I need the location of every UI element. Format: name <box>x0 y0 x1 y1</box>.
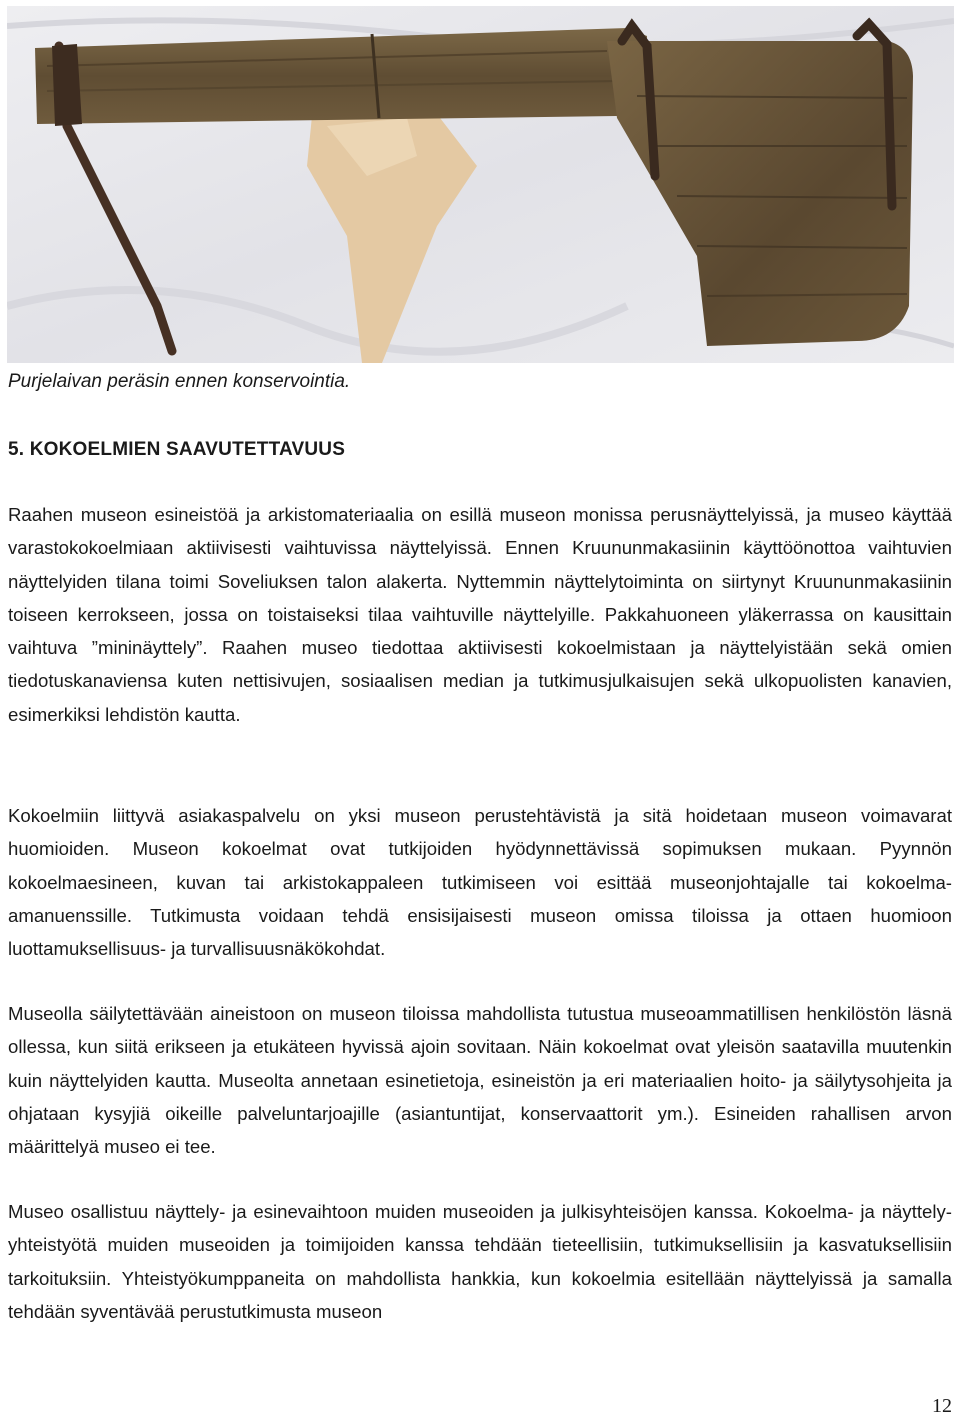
paragraph-cooperation: Museo osallistuu näyttely- ja esinevaihtoon muiden museoiden ja julkisyhteisöjen kanssa. Kokoelma- ja näyttely-yhteistyötä muiden museoiden ja toimijoiden kanssa tehdään tieteellisiin, tutkimuksellisiin ja kasvatuksellisiin tarkoituksiin. Yhteistyökumppaneita on mahdollista hankkia, kun kokoelmia esitellään näyttelyissä ja samalla tehdään syventävää perustutkimusta museon <box>8 1201 952 1322</box>
paragraph-exhibitions: Raahen museon esineistöä ja arkistomateriaalia on esillä museon monissa perusnäyttelyissä, ja museo käyttää varastokokoelmiaan aktiivisesti vaihtuvissa näyttelyissä. Ennen Kruununmakasiinin käyttöönottoa vaihtuvien näyttelyiden tilana toimi Soveliuksen talon alakerta. Nyttemmin näyttelytoiminta on siirtynyt Kruununmakasiinin toiseen kerrokseen, jossa on toistaiseksi tilaa vaihtuville näyttelyille. Pakkahuoneen yläkerrassa on kausittain vaihtuva ”mininäyttely”. Raahen museo tiedottaa aktiivisesti kokoelmistaan ja näyttelyistään sekä omien tiedotuskanaviensa kuten nettisivujen, sosiaalisen median ja tutkimusjulkaisujen sekä ulkopuolisten kanavien, esimerkiksi lehdistön kautta. <box>8 504 952 725</box>
paragraph-public-access: Museolla säilytettävään aineistoon on museon tiloissa mahdollista tutustua museoammatillisen henkilöstön läsnä ollessa, kun siitä erikseen ja etukäteen hyvissä ajoin sovitaan. Näin kokoelmat ovat yleisön saatavilla muutenkin kuin näyttelyiden kautta. Museolta annetaan esinetietoja, esineistön ja eri materiaalien hoito- ja säilytysohjeita ja ohjataan kysyjiä oikeille palveluntarjoajille (asiantuntijat, konservaattorit ym.). Esineiden rahallisen arvon määrittelyä museo ei tee. <box>8 1003 952 1158</box>
figure-caption: Purjelaivan peräsin ennen konservointia. <box>8 371 351 392</box>
rudder-illustration <box>7 6 954 363</box>
rudder-photo <box>7 6 954 363</box>
paragraph-customer-service: Kokoelmiin liittyvä asiakaspalvelu on yksi museon perustehtävistä ja sitä hoidetaan museon voimavarat huomioiden. Museon kokoelmat ovat tutkijoiden hyödynnettävissä sopimuksen mukaan. Pyynnön kokoelmaesineen, kuvan tai arkistokappaleen tutkimiseen voi esittää museonjohtajalle tai kokoelma-amanuenssille. Tutkimusta voidaan tehdä ensisijaisesti museon omissa tiloissa ja ottaen huomioon luottamuksellisuus- ja turvallisuusnäkökohdat. <box>8 805 952 960</box>
page-number: 12 <box>932 1395 952 1417</box>
section-heading: 5. KOKOELMIEN SAAVUTETTAVUUS <box>8 439 346 460</box>
